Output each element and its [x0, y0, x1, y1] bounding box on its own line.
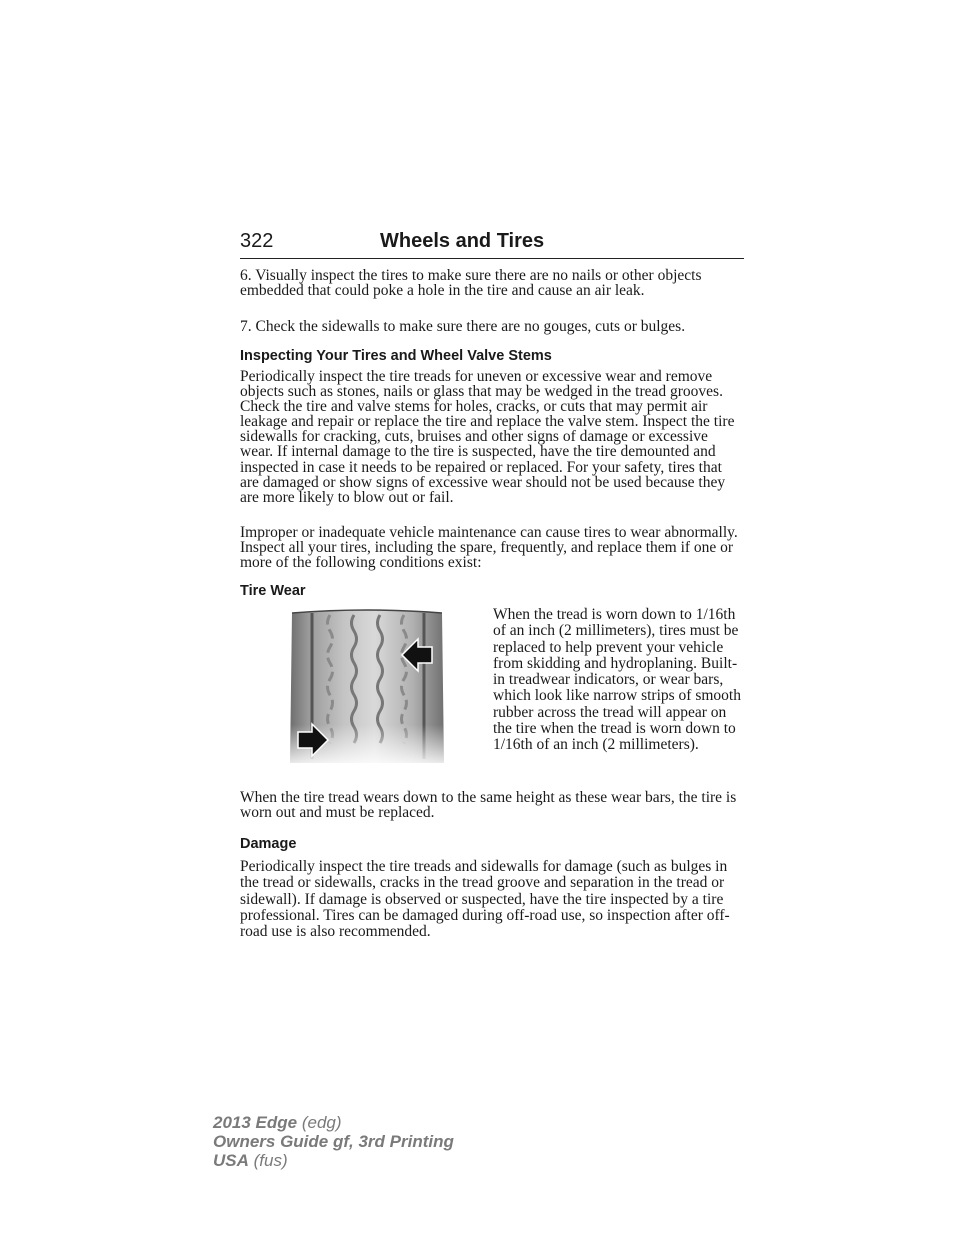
inspecting-paragraph-1: Periodically inspect the tire treads for uneven or excessive wear and remove objects such as stones, nails or glass that may be wedged in the tread grooves. Check the tire and valve stems for holes, cracks, or cuts that may permit air leakage and repair or replace the tire and replace the valve stem. Inspect the tire sidewalls for cracking, cuts, bruises and other signs of damage or excessive wear. If internal damage to the tire is suspected, have the tire demounted and inspected in case it needs to be repaired or replaced. For your safety, tires that are damaged or show signs of excessive wear should not be used because they are more likely to blow out or fail. [240, 368, 735, 506]
footer-market: USA [213, 1151, 249, 1170]
footer-line-1 [213, 1113, 454, 1132]
tire-wear-side-text: When the tread is worn down to 1/16th of an inch (2 millimeters), tires must be replaced to help prevent your vehicle from skidding and hydroplaning. Built-in treadwear indicators, or wear bars, which look like narrow strips of smooth rubber across the tread will appear on the tire when the tread is worn down to 1/16th of an inch (2 millimeters). [493, 606, 741, 754]
footer-line-2 [213, 1132, 454, 1151]
page-footer [213, 1113, 454, 1170]
footer-model-code: (edg) [297, 1113, 342, 1132]
inspecting-paragraph-2: Improper or inadequate vehicle maintenance can cause tires to wear abnormally. Inspect all your tires, including the spare, frequently, and replace them if one or more of the following conditions exist: [240, 524, 738, 572]
tire-tread-wear-bar-illustration [286, 609, 448, 763]
damage-paragraph: Periodically inspect the tire treads and sidewalls for damage (such as bulges in the tread or sidewalls, cracks in the tread groove and separation in the tread or sidewall). If damage is observed or suspected, have the tire inspected by a tire professional. Tires can be damaged during off-road use, so inspection after off-road use is also recommended. [240, 858, 730, 941]
tire-wear-after-paragraph: When the tire tread wears down to the same height as these wear bars, the tire is worn out and must be replaced. [240, 789, 737, 822]
section-title: Wheels and Tires [380, 230, 545, 252]
tire-wear-heading: Tire Wear [240, 583, 306, 599]
footer-model: 2013 Edge [213, 1113, 298, 1132]
damage-heading: Damage [240, 836, 297, 852]
inspecting-heading: Inspecting Your Tires and Wheel Valve Stems [240, 348, 552, 364]
footer-line-3 [213, 1151, 454, 1170]
footer-guide: Owners Guide gf, 3rd Printing [213, 1132, 454, 1151]
page-number: 322 [240, 230, 274, 252]
step-6: 6. Visually inspect the tires to make sure there are no nails or other objects embedded that could poke a hole in the tire and cause an air leak. [240, 267, 702, 300]
tire-tread-figure [286, 609, 448, 763]
page-header [240, 228, 744, 259]
step-7: 7. Check the sidewalls to make sure there are no gouges, cuts or bulges. [240, 318, 686, 335]
footer-market-code: (fus) [248, 1151, 288, 1170]
